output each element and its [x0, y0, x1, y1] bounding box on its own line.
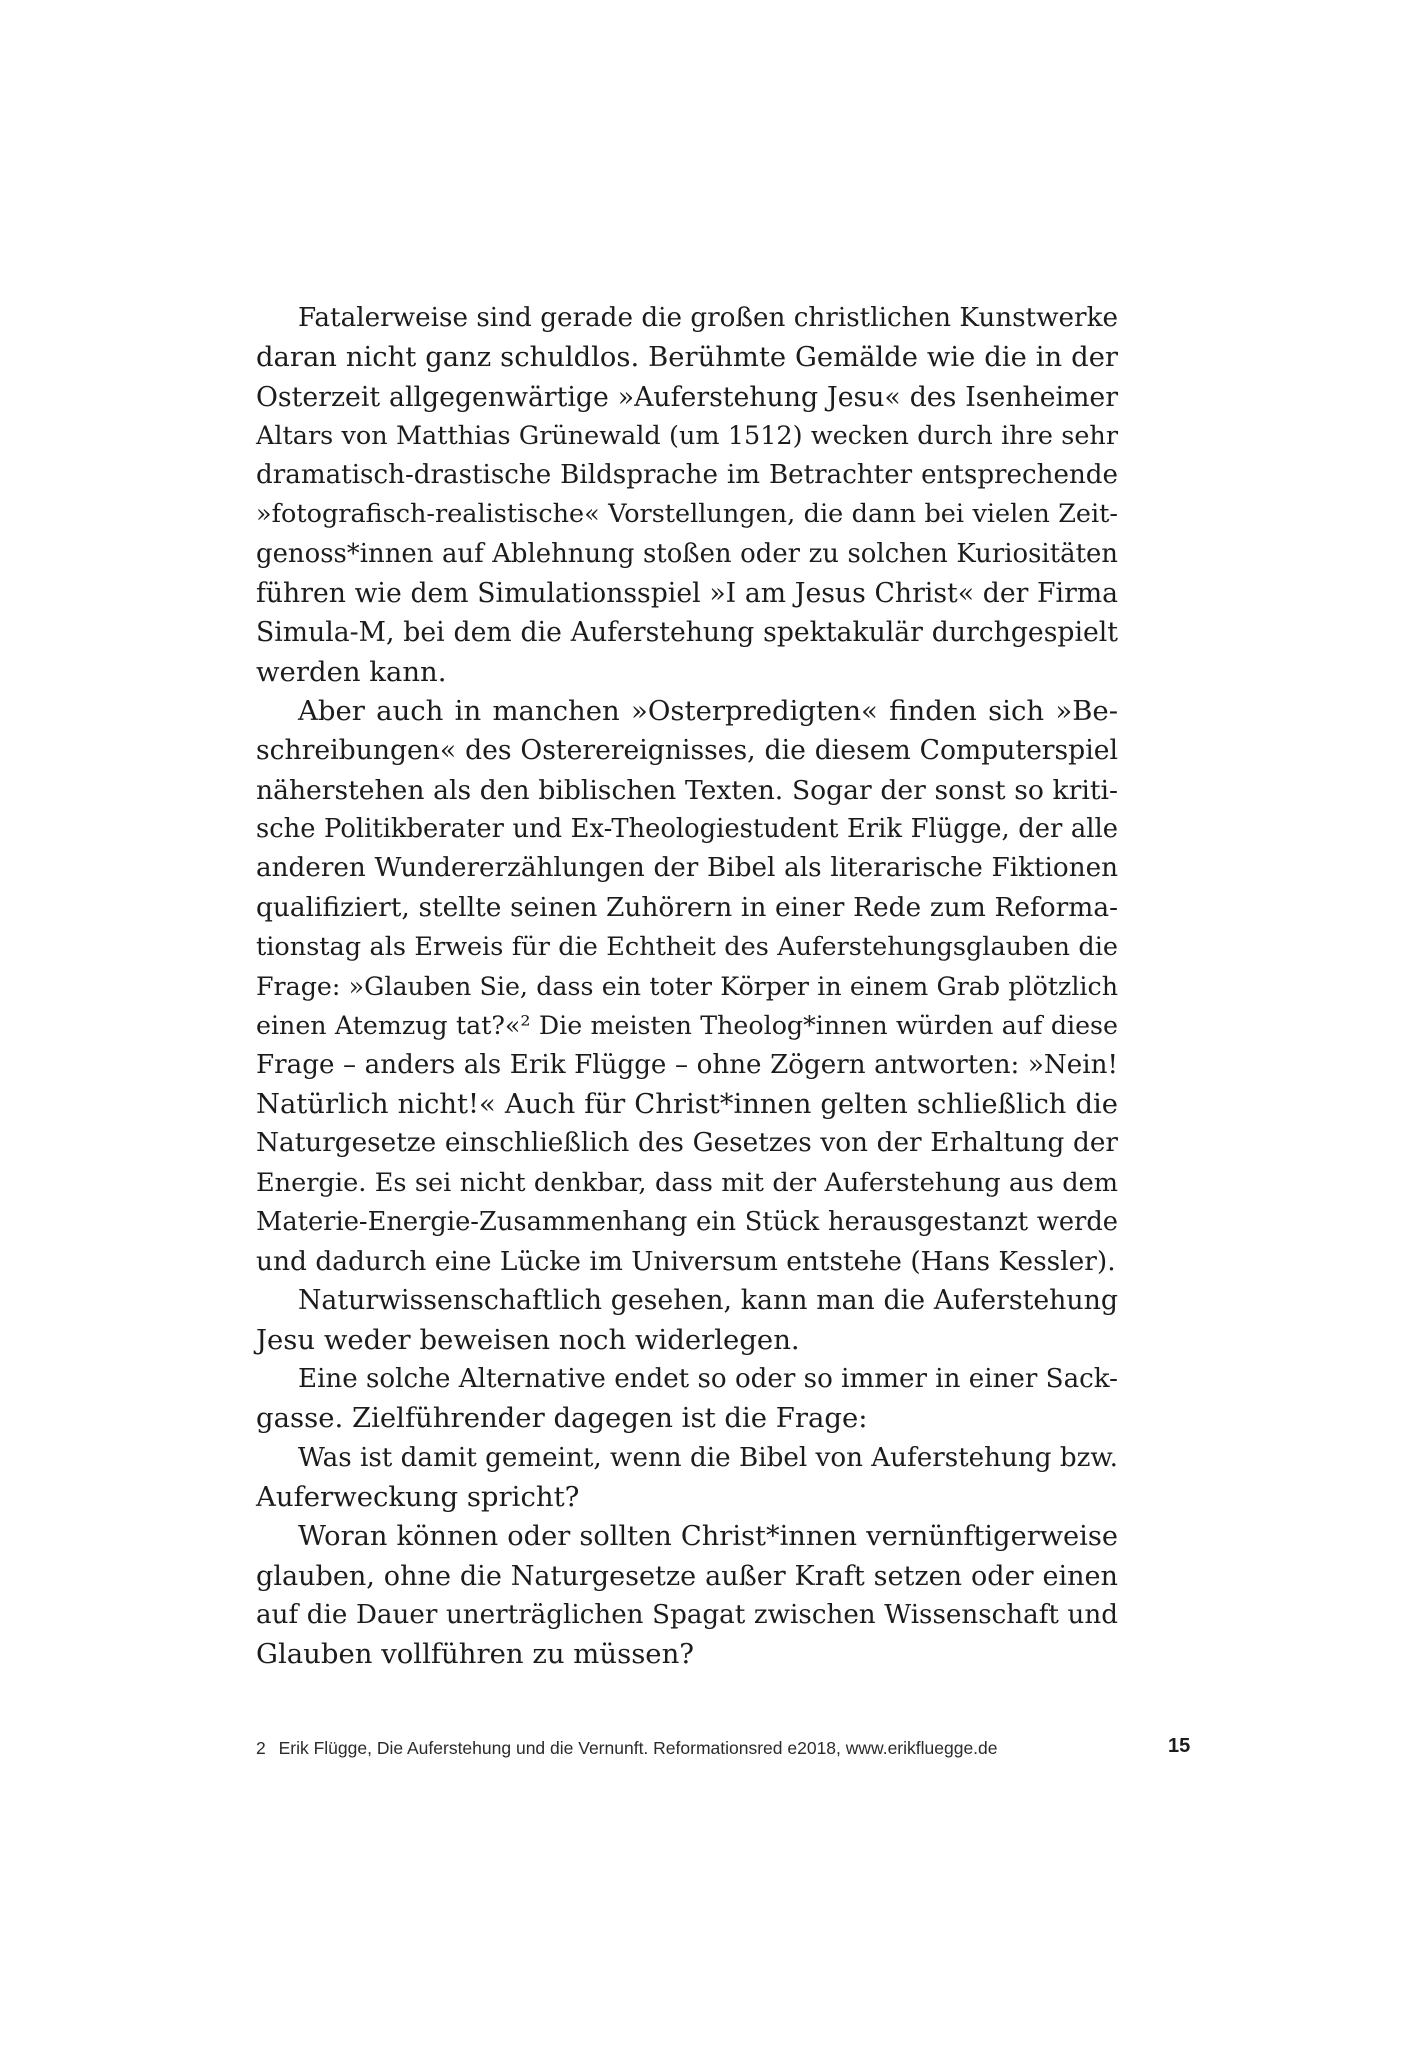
- text-line: daran nicht ganz schuldlos. Berühmte Gemälde wie die in der: [256, 342, 1118, 374]
- text-line: Woran können oder sollten Christ*innen vernünftigerweise: [298, 1521, 1118, 1553]
- text-line: Frage: »Glauben Sie, dass ein toter Körper in einem Grab plötzlich: [256, 972, 1118, 1002]
- text-line: Was ist damit gemeint, wenn die Bibel von Auferstehung bzw.: [298, 1442, 1118, 1473]
- text-line: sche Politikberater und Ex-Theologiestudent Erik Flügge, der alle: [256, 813, 1118, 844]
- text-line: Natürlich nicht!« Auch für Christ*innen gelten schließlich die: [256, 1088, 1118, 1120]
- text-line: und dadurch eine Lücke im Universum entstehe (Hans Kessler).: [256, 1246, 1116, 1278]
- text-line: Glauben vollführen zu müssen?: [256, 1638, 695, 1671]
- text-line: auf die Dauer unerträglichen Spagat zwischen Wissenschaft und: [256, 1599, 1118, 1630]
- footnote-text: Erik Flügge, Die Auferstehung und die Vernunft. Reformationsred e2018, www.erikfluegge.de: [278, 1738, 998, 1758]
- text-line: Simula-M, bei dem die Auferstehung spektakulär durchgespielt: [256, 617, 1118, 649]
- footnote: [256, 1738, 998, 1759]
- text-line: dramatisch-drastische Bildsprache im Betrachter entsprechende: [256, 460, 1118, 491]
- page-number: 15: [1168, 1735, 1191, 1757]
- text-line: Auferweckung spricht?: [256, 1480, 580, 1513]
- text-line: Energie. Es sei nicht denkbar, dass mit der Auferstehung aus dem: [256, 1167, 1118, 1198]
- text-line: gasse. Zielführender dagegen ist die Frage:: [256, 1402, 868, 1435]
- text-line: schreibungen« des Osterereignisses, die diesem Computerspiel: [256, 735, 1118, 767]
- text-line: einen Atemzug tat?«² Die meisten Theolog*innen würden auf diese: [256, 1011, 1118, 1041]
- text-line: anderen Wundererzählungen der Bibel als literarische Fiktionen: [256, 853, 1118, 884]
- text-line: Frage – anders als Erik Flügge – ohne Zögern antworten: »Nein!: [256, 1049, 1118, 1080]
- text-line: führen wie dem Simulationsspiel »I am Jesus Christ« der Firma: [256, 578, 1118, 610]
- text-line: Fatalerweise sind gerade die großen christlichen Kunstwerke: [298, 303, 1118, 333]
- text-line: qualifiziert, stellte seinen Zuhörern in einer Rede zum Reforma-: [256, 892, 1118, 924]
- text-line: glauben, ohne die Naturgesetze außer Kraft setzen oder einen: [256, 1560, 1118, 1592]
- text-line: näherstehen als den biblischen Texten. Sogar der sonst so kriti-: [256, 774, 1118, 806]
- text-line: Osterzeit allgegenwärtige »Auferstehung Jesu« des Isenheimer: [256, 381, 1118, 413]
- text-line: Jesu weder beweisen noch widerlegen.: [256, 1323, 800, 1356]
- footnote-number: 2: [256, 1738, 266, 1758]
- text-line: Materie-Energie-Zusammenhang ein Stück herausgestanzt werde: [256, 1206, 1118, 1237]
- text-line: genoss*innen auf Ablehnung stoßen oder zu solchen Kuriositäten: [256, 538, 1118, 569]
- text-line: werden kann.: [256, 655, 447, 688]
- text-line: Altars von Matthias Grünewald (um 1512) wecken durch ihre sehr: [256, 420, 1118, 451]
- text-line: Naturgesetze einschließlich des Gesetzes von der Erhaltung der: [256, 1128, 1118, 1159]
- text-line: Eine solche Alternative endet so oder so immer in einer Sack-: [298, 1364, 1118, 1395]
- text-line: Aber auch in manchen »Osterpredigten« finden sich »Be-: [298, 694, 1118, 727]
- text-line: »fotografisch-realistische« Vorstellungen, die dann bei vielen Zeit-: [256, 499, 1118, 530]
- text-line: Naturwissenschaftlich gesehen, kann man die Auferstehung: [298, 1285, 1118, 1317]
- text-line: tionstag als Erweis für die Echtheit des Auferstehungsglauben die: [256, 931, 1118, 962]
- body-text: [256, 299, 1118, 1674]
